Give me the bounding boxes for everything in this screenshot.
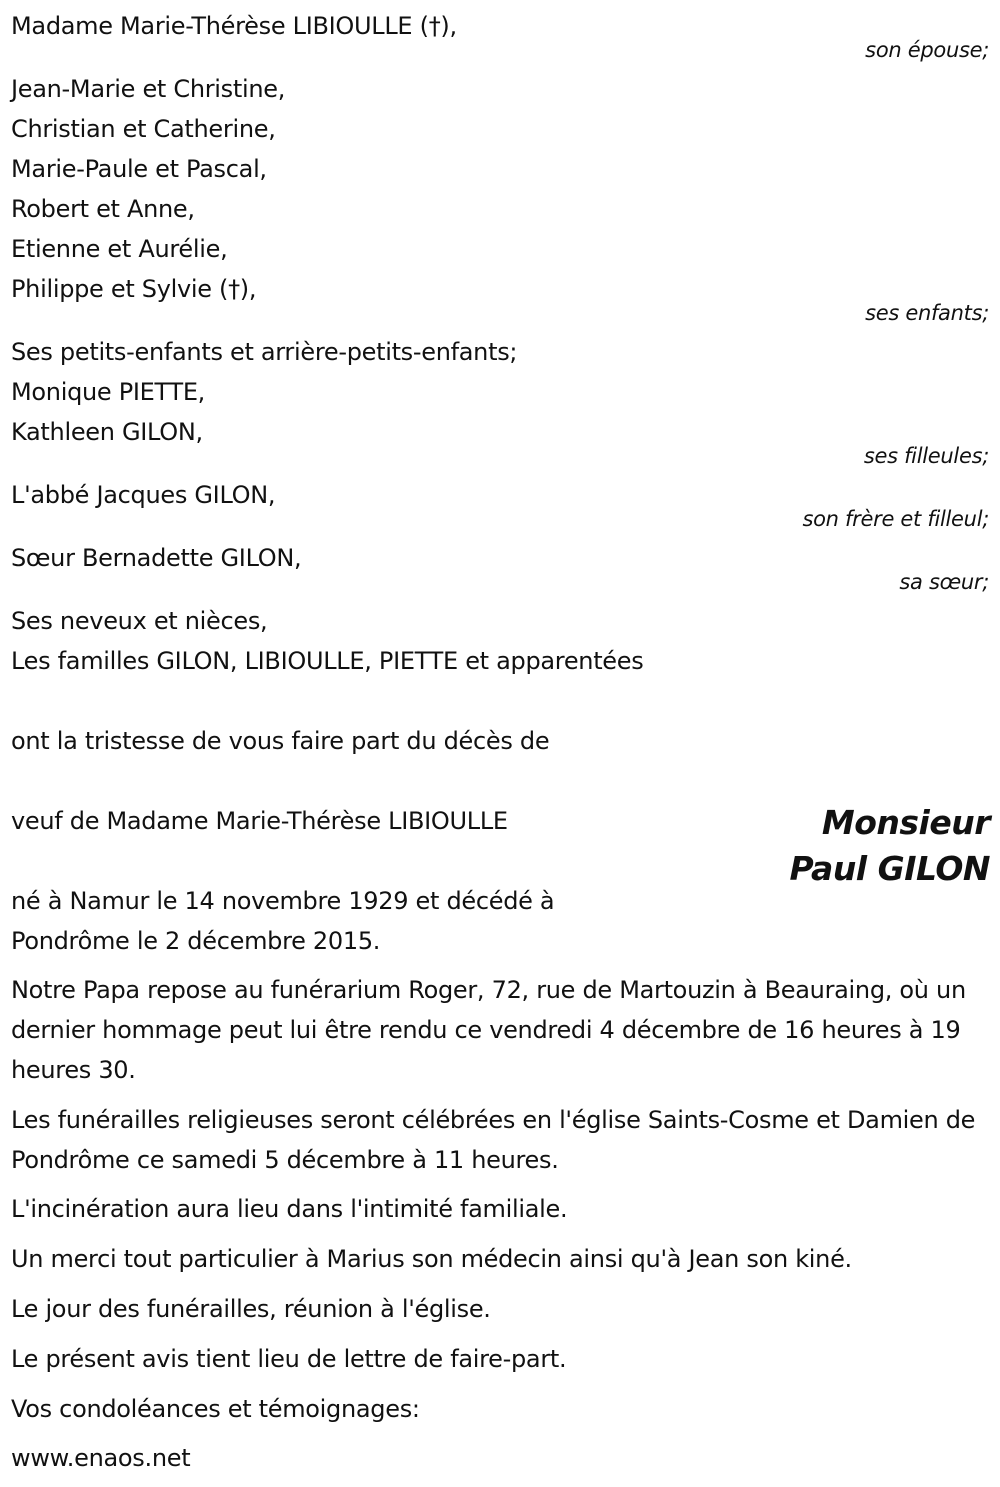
- widower-line: veuf de Madame Marie-Thérèse LIBIOULLE: [11, 807, 508, 835]
- family-line-child: Marie-Paule et Pascal,: [11, 155, 267, 183]
- relation-label-children: ses enfants;: [865, 301, 989, 325]
- death-line: Pondrôme le 2 décembre 2015.: [11, 927, 381, 955]
- family-line-nephews: Ses neveux et nièces,: [11, 607, 268, 635]
- family-line-child: Christian et Catherine,: [11, 115, 276, 143]
- paragraph-funeral-home: Notre Papa repose au funérarium Roger, 72, rue de Martouzin à Beauraing, où un dernier hommage peut lui être rendu ce vendredi 4 décembre de 16 heures à 19 heures 30.: [11, 976, 966, 1084]
- paragraph-funeral-service: Les funérailles religieuses seront célébrées en l'église Saints-Cosme et Damien de Pondrôme ce samedi 5 décembre à 11 heures.: [11, 1106, 976, 1174]
- relation-label-sister: sa sœur;: [899, 570, 989, 594]
- paragraph-condolences: Vos condoléances et témoignages:: [11, 1395, 420, 1423]
- family-line-sister: Sœur Bernadette GILON,: [11, 544, 302, 572]
- family-line-families: Les familles GILON, LIBIOULLE, PIETTE et apparentées: [11, 647, 644, 675]
- relation-label-spouse: son épouse;: [865, 38, 989, 62]
- family-line-child: Jean-Marie et Christine,: [11, 75, 286, 103]
- birth-line: né à Namur le 14 novembre 1929 et décédé à: [11, 887, 555, 915]
- family-line-child: Philippe et Sylvie (†),: [11, 275, 257, 303]
- paragraph-notice: Le présent avis tient lieu de lettre de faire-part.: [11, 1345, 567, 1373]
- family-line-goddaughter: Monique PIETTE,: [11, 378, 206, 406]
- family-line-child: Robert et Anne,: [11, 195, 195, 223]
- relation-label-goddaughters: ses filleules;: [863, 444, 989, 468]
- paragraph-meeting: Le jour des funérailles, réunion à l'église.: [11, 1295, 491, 1323]
- family-line-child: Etienne et Aurélie,: [11, 235, 228, 263]
- family-line-spouse: Madame Marie-Thérèse LIBIOULLE (†),: [11, 12, 457, 40]
- relation-label-brother: son frère et filleul;: [802, 507, 989, 531]
- family-line-goddaughter: Kathleen GILON,: [11, 418, 203, 446]
- paragraph-thanks: Un merci tout particulier à Marius son médecin ainsi qu'à Jean son kiné.: [11, 1245, 852, 1273]
- website-link[interactable]: www.enaos.net: [11, 1444, 191, 1472]
- family-line-brother: L'abbé Jacques GILON,: [11, 481, 276, 509]
- deceased-name-block: [789, 800, 990, 892]
- family-line-grandchildren: Ses petits-enfants et arrière-petits-enfants;: [11, 338, 518, 366]
- deceased-title: Monsieur: [821, 803, 990, 842]
- announcement-text: ont la tristesse de vous faire part du décès de: [11, 727, 550, 755]
- deceased-name: Paul GILON: [789, 849, 990, 888]
- paragraph-cremation: L'incinération aura lieu dans l'intimité familiale.: [11, 1195, 568, 1223]
